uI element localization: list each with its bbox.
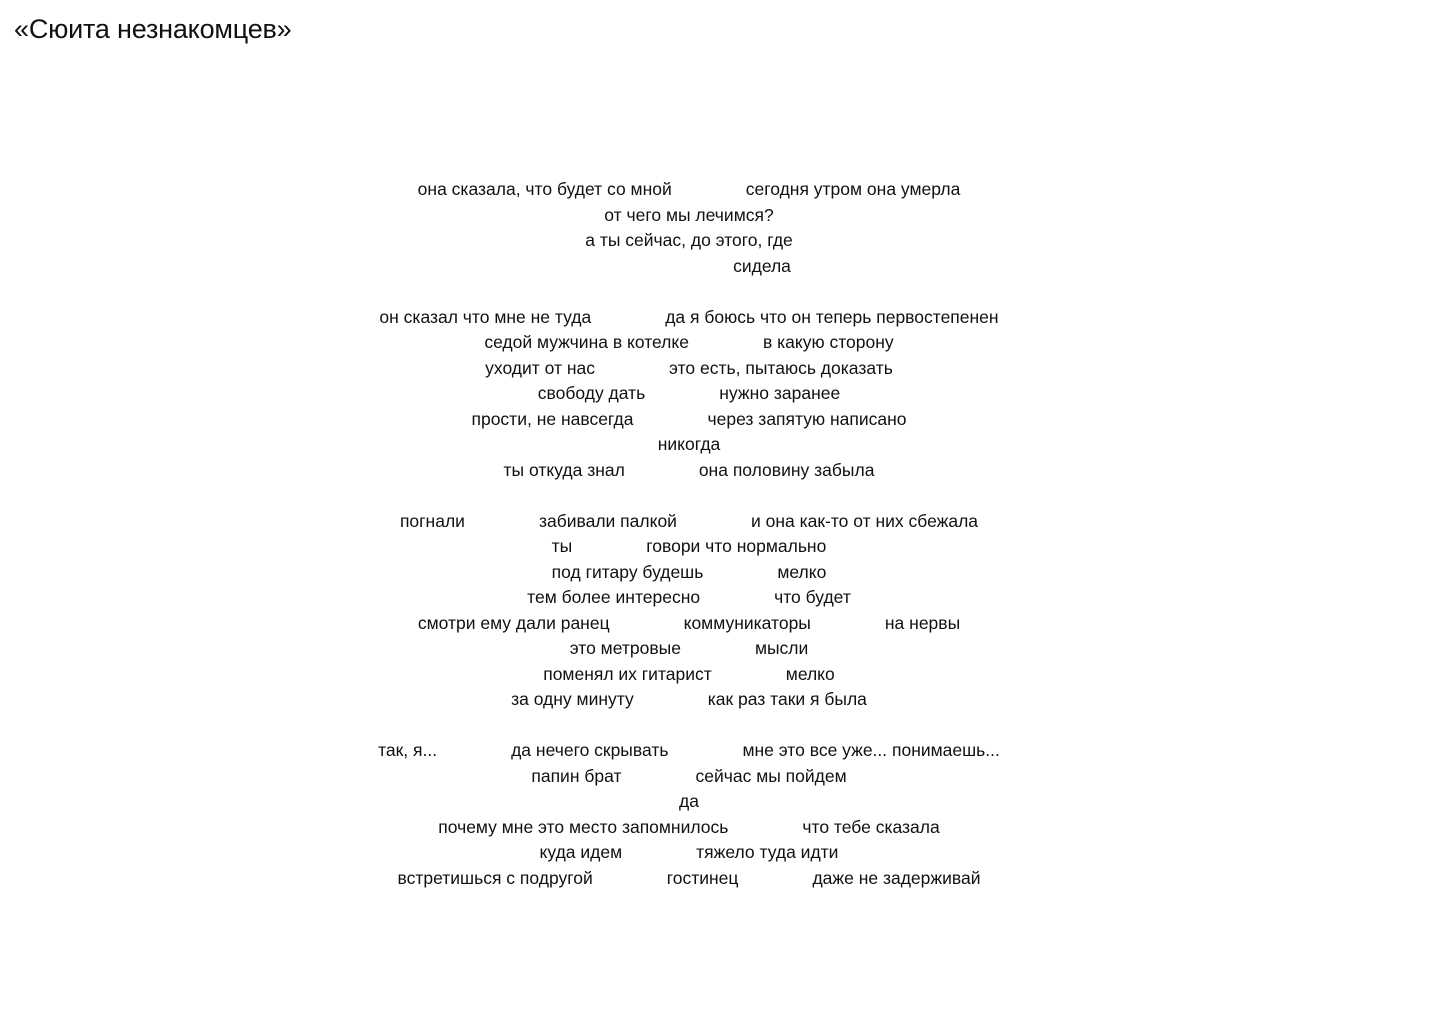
line-fragment: что тебе сказала [802, 816, 940, 837]
line-fragment: она половину забыла [698, 459, 875, 480]
line-fragment: забивали палкой [538, 510, 677, 531]
line-fragment: куда идем [539, 842, 623, 862]
line-fragment: папин брат [531, 765, 622, 786]
stanza [0, 509, 1378, 713]
line-fragment: как раз таки я была [707, 689, 867, 709]
line-fragment: так, я... [378, 740, 438, 760]
line-fragment: да [679, 791, 699, 811]
line-fragment: гостинец [666, 867, 739, 888]
stanza [0, 305, 1378, 484]
poem-line [0, 432, 1378, 458]
poem-line [0, 330, 1378, 356]
poem-line [0, 636, 1378, 662]
line-fragment: в какую сторону [762, 332, 894, 352]
line-fragment: седой мужчина в котелке [484, 332, 689, 352]
line-fragment: почему мне это место запомнилось [438, 816, 729, 837]
line-fragment: она сказала, что будет со мной [417, 179, 672, 199]
line-fragment: это метровые [569, 638, 681, 658]
poem-line [73, 254, 1440, 280]
line-fragment: нужно заранее [719, 383, 841, 403]
line-fragment: он сказал что мне не туда [379, 306, 592, 327]
poem-line [0, 764, 1378, 790]
line-fragment: что будет [774, 587, 851, 607]
line-fragment: сидела [733, 255, 791, 276]
line-fragment: даже не задерживай [812, 867, 981, 888]
stanza [0, 738, 1378, 891]
line-fragment: мелко [785, 663, 835, 684]
line-fragment: от чего мы лечимся? [604, 204, 774, 225]
poem-line [0, 177, 1378, 203]
poem-line [0, 789, 1378, 815]
line-fragment: говори что нормально [646, 536, 827, 556]
line-fragment: свободу дать [537, 383, 646, 403]
line-fragment: прости, не навсегда [471, 408, 634, 429]
line-fragment: ты [551, 536, 573, 556]
poem-line [0, 458, 1378, 484]
line-fragment: под гитару будешь [551, 561, 704, 582]
line-fragment: коммуникаторы [683, 612, 811, 633]
poem-line [0, 560, 1378, 586]
poem-line [0, 407, 1378, 433]
line-fragment: тяжело туда идти [696, 842, 839, 862]
poem-line [0, 687, 1378, 713]
line-fragment: это есть, пытаюсь доказать [669, 357, 893, 378]
line-fragment: за одну минуту [511, 689, 634, 709]
line-fragment: встретишься с подругой [397, 867, 593, 888]
poem [0, 177, 1378, 917]
poem-line [0, 585, 1378, 611]
poem-line [0, 381, 1378, 407]
line-fragment: через запятую написано [707, 408, 907, 429]
line-fragment: никогда [657, 434, 721, 454]
poem-line [0, 356, 1378, 382]
poem-line [0, 203, 1378, 229]
poem-line [0, 840, 1378, 866]
line-fragment: мелко [777, 561, 827, 582]
poem-line [0, 534, 1378, 560]
line-fragment: сейчас мы пойдем [695, 765, 847, 786]
poem-line [0, 509, 1378, 535]
poem-line [0, 815, 1378, 841]
poem-line [0, 305, 1378, 331]
line-fragment: на нервы [884, 612, 961, 633]
line-fragment: погнали [399, 510, 465, 531]
line-fragment: да я боюсь что он теперь первостепенен [665, 306, 999, 327]
poem-line [0, 228, 1378, 254]
line-fragment: ты откуда знал [503, 459, 625, 480]
poem-line [0, 611, 1378, 637]
stanza [0, 177, 1378, 279]
line-fragment: уходит от нас [485, 357, 596, 378]
line-fragment: мне это все уже... понимаешь... [742, 740, 1000, 760]
line-fragment: смотри ему дали ранец [417, 612, 610, 633]
line-fragment: поменял их гитарист [543, 663, 712, 684]
poem-line [0, 738, 1378, 764]
line-fragment: да нечего скрывать [511, 740, 669, 760]
line-fragment: тем более интересно [527, 587, 701, 607]
page-title: «Сюита незнакомцев» [14, 14, 292, 44]
poem-line [0, 662, 1378, 688]
line-fragment: а ты сейчас, до этого, где [585, 230, 793, 250]
line-fragment: сегодня утром она умерла [745, 179, 961, 199]
line-fragment: мысли [754, 638, 809, 658]
line-fragment: и она как-то от них сбежала [750, 510, 979, 531]
poem-line [0, 866, 1378, 892]
